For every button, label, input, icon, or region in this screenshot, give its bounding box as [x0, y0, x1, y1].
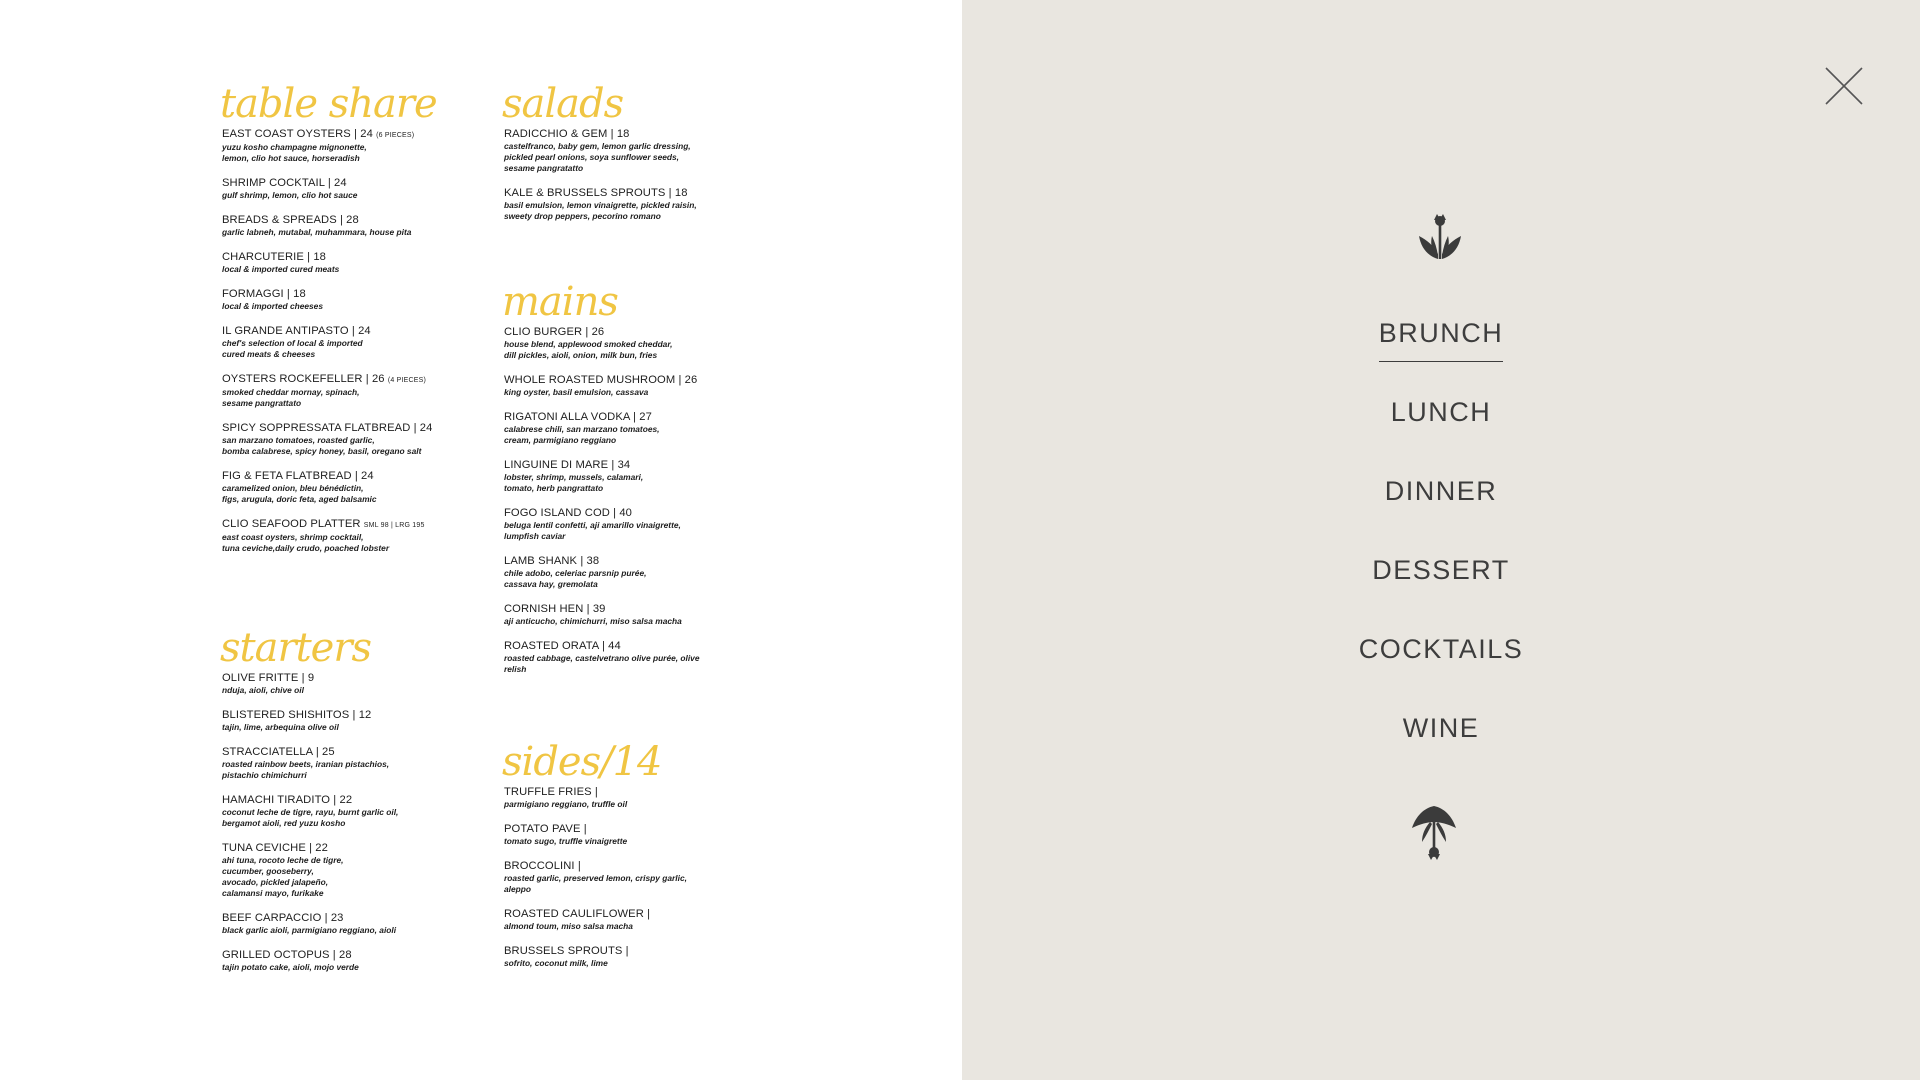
menu-item-description: gulf shrimp, lemon, clio hot sauce — [222, 190, 358, 200]
section-mains — [504, 280, 734, 675]
menu-item-description: local & imported cheeses — [222, 301, 324, 311]
menu-item — [504, 187, 734, 222]
menu-item-description: chile adobo, celeriac parsnip purée, cassava hay, gremolata — [504, 568, 647, 589]
nav-item-dinner[interactable] — [962, 476, 1920, 519]
menu-item-name — [504, 326, 734, 339]
menu-item-description: smoked cheddar mornay, spinach, sesame pangrattato — [222, 387, 360, 408]
menu-item — [222, 128, 452, 164]
menu-item-title: FORMAGGI | 18 — [222, 288, 306, 300]
flower-emblem-icon — [1410, 212, 1470, 272]
menu-item-note: (4 PIECES) — [387, 377, 427, 384]
nav-item-dessert[interactable] — [962, 555, 1920, 598]
menu-item-title: HAMACHI TIRADITO | 22 — [222, 794, 353, 806]
menu-item — [222, 214, 452, 238]
menu-item-description: caramelized onion, bleu bénédictin, figs, arugula, doric feta, aged balsamic — [222, 483, 377, 504]
menu-item-name — [222, 251, 452, 264]
menu-item-title: SPICY SOPPRESSATA FLATBREAD | 24 — [222, 422, 433, 434]
menu-item-title: OLIVE FRITTE | 9 — [222, 672, 315, 684]
menu-item — [504, 326, 734, 361]
nav-item-label: DINNER — [1384, 476, 1498, 506]
menu-item-description: tajin, lime, arbequina olive oil — [222, 722, 339, 732]
menu-item-title: CHARCUTERIE | 18 — [222, 251, 326, 263]
menu-column-right-lower — [504, 740, 734, 982]
menu-item-title: TUNA CEVICHE | 22 — [222, 842, 328, 854]
menu-item-title: KALE & BRUSSELS SPROUTS | 18 — [504, 187, 688, 199]
menu-item-description: basil emulsion, lemon vinaigrette, pickled raisin, sweety drop peppers, pecorino romano — [504, 200, 697, 221]
menu-item — [222, 325, 452, 360]
menu-item-description: roasted garlic, preserved lemon, crispy garlic, aleppo — [504, 873, 687, 894]
menu-item-name — [504, 860, 734, 873]
menu-column-right — [504, 82, 734, 235]
menu-item-name — [504, 945, 734, 958]
menu-item-title: CLIO BURGER | 26 — [504, 326, 605, 338]
menu-item-title: WHOLE ROASTED MUSHROOM | 26 — [504, 374, 698, 386]
menu-item — [222, 912, 452, 936]
menu-item-name — [504, 786, 734, 799]
menu-item-title: IL GRANDE ANTIPASTO | 24 — [222, 325, 371, 337]
menu-item-name — [504, 411, 734, 424]
menu-item — [504, 128, 734, 174]
menu-item — [222, 288, 452, 312]
menu-item-title: LAMB SHANK | 38 — [504, 555, 600, 567]
menu-item — [222, 746, 452, 781]
menu-item-description: garlic labneh, mutabal, muhammara, house pita — [222, 227, 412, 237]
menu-item-title: LINGUINE DI MARE | 34 — [504, 459, 631, 471]
menu-item — [504, 507, 734, 542]
menu-item-title: BROCCOLINI | — [504, 860, 581, 872]
menu-item-title: FIG & FETA FLATBREAD | 24 — [222, 470, 374, 482]
menu-item-title: FOGO ISLAND COD | 40 — [504, 507, 632, 519]
menu-item-title: BEEF CARPACCIO | 23 — [222, 912, 344, 924]
menu-item-name — [222, 672, 452, 685]
menu-item-name — [504, 187, 734, 200]
nav-item-label: WINE — [1402, 713, 1480, 743]
nav-item-cocktails[interactable] — [962, 634, 1920, 677]
menu-item-name — [222, 422, 452, 435]
menu-item-name — [222, 177, 452, 190]
menu-item-name — [504, 555, 734, 568]
menu-item-name — [504, 603, 734, 616]
menu-item-description: calabrese chili, san marzano tomatoes, cream, parmigiano reggiano — [504, 424, 660, 445]
section-heading: table share — [220, 81, 437, 127]
nav-item-label: DESSERT — [1372, 555, 1510, 585]
menu-item-title: STRACCIATELLA | 25 — [222, 746, 335, 758]
menu-item-title: CLIO SEAFOOD PLATTER — [222, 518, 361, 530]
menu-column-left — [222, 82, 452, 567]
menu-item-name — [504, 459, 734, 472]
menu-item-name — [504, 908, 734, 921]
menu-item-name — [222, 709, 452, 722]
section-heading: sides/14 — [502, 739, 662, 785]
menu-item — [504, 823, 734, 847]
menu-item-title: BLISTERED SHISHITOS | 12 — [222, 709, 372, 721]
menu-item-name — [222, 746, 452, 759]
inverted-flower-emblem-icon — [1404, 802, 1464, 862]
menu-item — [504, 860, 734, 895]
menu-item-description: yuzu kosho champagne mignonette, lemon, clio hot sauce, horseradish — [222, 142, 367, 163]
menu-item-description: chef's selection of local & imported cured meats & cheeses — [222, 338, 363, 359]
menu-item-description: beluga lentil confetti, aji amarillo vinaigrette, lumpfish caviar — [504, 520, 681, 541]
menu-item-title: GRILLED OCTOPUS | 28 — [222, 949, 352, 961]
menu-item-note: (6 PIECES) — [376, 132, 415, 139]
section-heading: mains — [502, 279, 618, 325]
menu-item — [504, 945, 734, 969]
menu-item-description: black garlic aioli, parmigiano reggiano, aioli — [222, 925, 397, 935]
menu-item-title: POTATO PAVE | — [504, 823, 587, 835]
menu-item-description: san marzano tomatoes, roasted garlic, bomba calabrese, spicy honey, basil, oregano salt — [222, 435, 422, 456]
menu-item-name — [504, 128, 734, 141]
menu-item-description: castelfranco, baby gem, lemon garlic dressing, pickled pearl onions, soya sunflower seeds, sesame pangratatto — [504, 141, 691, 173]
nav-item-wine[interactable] — [962, 713, 1920, 756]
menu-item-title: BREADS & SPREADS | 28 — [222, 214, 359, 226]
menu-item-name — [222, 214, 452, 227]
menu-item — [222, 949, 452, 973]
menu-item-note: SML 98 | LRG 195 — [363, 522, 425, 529]
menu-item-title: SHRIMP COCKTAIL | 24 — [222, 177, 347, 189]
section-heading: starters — [220, 625, 371, 671]
menu-column-right-mid — [504, 280, 734, 688]
nav-item-brunch[interactable] — [962, 318, 1920, 362]
section-table-share — [222, 82, 452, 554]
menu-item — [504, 411, 734, 446]
menu-item-title: RIGATONI ALLA VODKA | 27 — [504, 411, 652, 423]
menu-item-name — [222, 470, 452, 483]
menu-item-description: east coast oysters, shrimp cocktail, tuna ceviche,daily crudo, poached lobster — [222, 532, 390, 553]
menu-item — [222, 709, 452, 733]
menu-item-name — [222, 325, 452, 338]
nav-item-label: LUNCH — [1390, 397, 1492, 427]
menu-item-description: tajin potato cake, aioli, mojo verde — [222, 962, 359, 972]
menu-item-description: parmigiano reggiano, truffle oil — [504, 799, 628, 809]
menu-item — [222, 373, 452, 409]
menu-item-title: OYSTERS ROCKEFELLER | 26 — [222, 373, 385, 385]
menu-item-description: house blend, applewood smoked cheddar, dill pickles, aioli, onion, milk bun, fries — [504, 339, 673, 360]
menu-item-name — [222, 373, 452, 387]
menu-item-description: nduja, aioli, chive oil — [222, 685, 304, 695]
menu-item-title: ROASTED CAULIFLOWER | — [504, 908, 651, 920]
menu-item-description: king oyster, basil emulsion, cassava — [504, 387, 649, 397]
menu-item-title: CORNISH HEN | 39 — [504, 603, 606, 615]
menu-item — [504, 459, 734, 494]
menu-item-description: local & imported cured meats — [222, 264, 340, 274]
nav-item-lunch[interactable] — [962, 397, 1920, 440]
section-heading: salads — [502, 81, 624, 127]
menu-item — [222, 251, 452, 275]
menu-item — [504, 640, 734, 675]
menu-item — [222, 794, 452, 829]
menu-item — [222, 672, 452, 696]
menu-item-name — [222, 518, 452, 532]
menu-item-title: TRUFFLE FRIES | — [504, 786, 598, 798]
menu-item-name — [222, 128, 452, 142]
menu-item-name — [504, 374, 734, 387]
menu-item-title: ROASTED ORATA | 44 — [504, 640, 621, 652]
menu-item — [504, 908, 734, 932]
menu-item — [504, 555, 734, 590]
nav-item-label: BRUNCH — [1379, 318, 1504, 362]
menu-item-description: sofrito, coconut milk, lime — [504, 958, 608, 968]
nav-item-label: COCKTAILS — [1358, 634, 1524, 664]
menu-item-description: aji anticucho, chimichurri, miso salsa macha — [504, 616, 682, 626]
menu-item-description: roasted cabbage, castelvetrano olive purée, olive relish — [504, 653, 700, 674]
menu-item — [222, 518, 452, 554]
menu-item-name — [222, 842, 452, 855]
section-salads — [504, 82, 734, 222]
menu-item-description: ahi tuna, rocoto leche de tigre, cucumber, gooseberry, avocado, pickled jalapeño, calamansi mayo, furikake — [222, 855, 344, 898]
menu-item — [222, 422, 452, 457]
menu-item-name — [504, 507, 734, 520]
menu-item — [222, 177, 452, 201]
menu-item — [504, 786, 734, 810]
section-sides — [504, 740, 734, 969]
menu-item-description: lobster, shrimp, mussels, calamari, tomato, herb pangrattato — [504, 472, 644, 493]
menu-item-name — [222, 912, 452, 925]
menu-item-description: coconut leche de tigre, rayu, burnt garlic oil, bergamot aioli, red yuzu kosho — [222, 807, 399, 828]
menu-item-name — [222, 794, 452, 807]
menu-item-name — [504, 823, 734, 836]
section-starters — [222, 626, 452, 973]
menu-item-title: EAST COAST OYSTERS | 24 — [222, 128, 373, 140]
menu-item-description: almond toum, miso salsa macha — [504, 921, 633, 931]
menu-item-title: BRUSSELS SPROUTS | — [504, 945, 629, 957]
menu-column-left-lower — [222, 626, 452, 986]
menu-item-title: RADICCHIO & GEM | 18 — [504, 128, 630, 140]
menu-item-description: tomato sugo, truffle vinaigrette — [504, 836, 628, 846]
menu-item-description: roasted rainbow beets, iranian pistachios, pistachio chimichurri — [222, 759, 390, 780]
menu-item-name — [222, 288, 452, 301]
close-x-icon[interactable] — [1820, 62, 1868, 110]
menu-item — [222, 470, 452, 505]
menu-navigation-panel — [962, 0, 1920, 1080]
menu-item — [504, 603, 734, 627]
menu-item-name — [222, 949, 452, 962]
menu-item — [222, 842, 452, 899]
menu-item-name — [504, 640, 734, 653]
menu-item — [504, 374, 734, 398]
